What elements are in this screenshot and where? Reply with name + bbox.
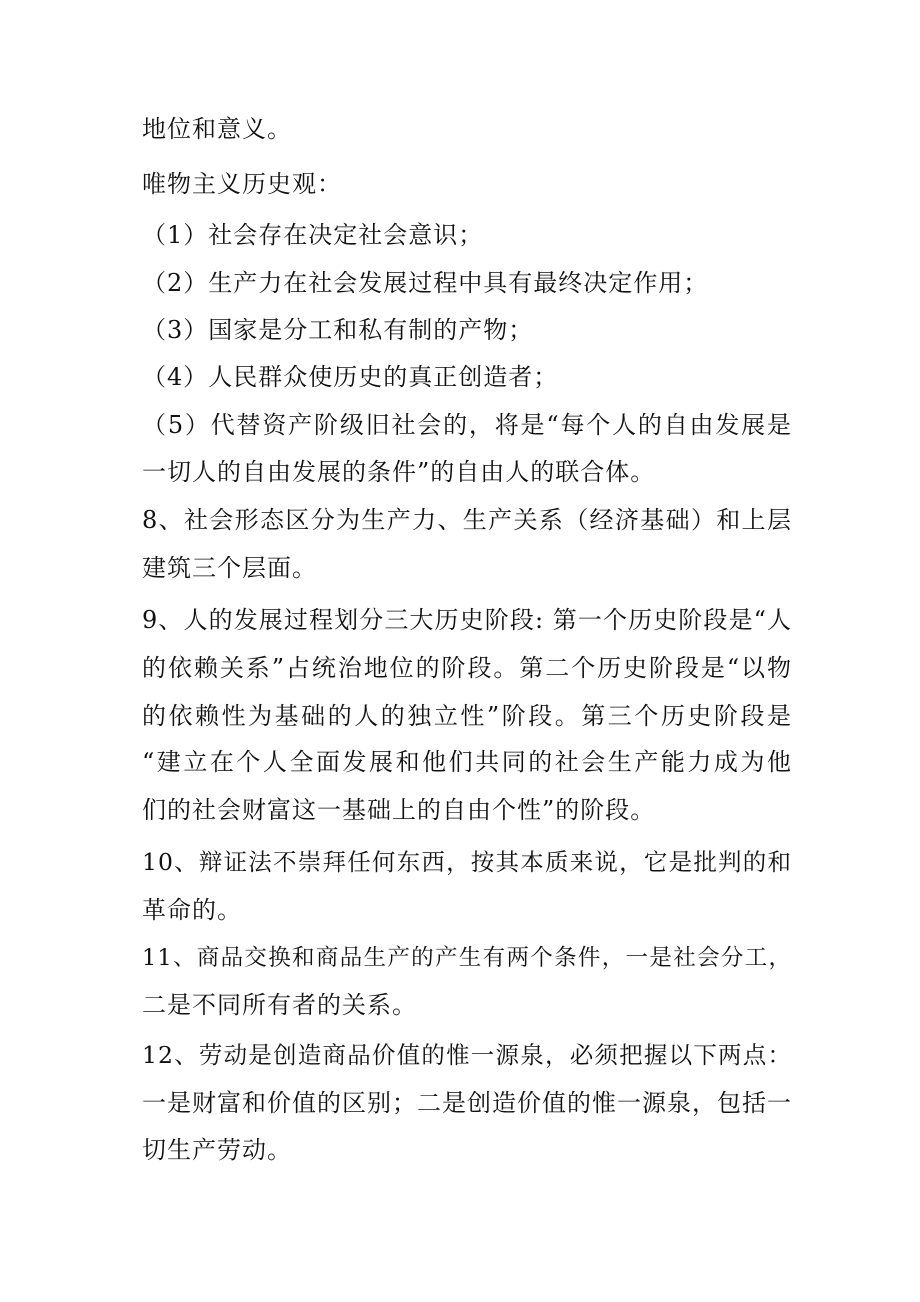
paragraph-line: 的依赖关系”占统治地位的阶段。第二个历史阶段是“以物: [142, 654, 792, 682]
paragraph-line: 的依赖性为基础的人的独立性”阶段。第三个历史阶段是: [142, 702, 792, 730]
paragraph-line: 革命的。: [142, 896, 242, 924]
list-item: （1）社会存在决定社会意识；: [142, 221, 484, 249]
text-line: 一切人的自由发展的条件”的自由人的联合体。: [142, 458, 656, 486]
paragraph-line: 切生产劳动。: [142, 1136, 292, 1164]
text-line: 唯物主义历史观：: [142, 170, 342, 198]
paragraph-line: 建筑三个层面。: [142, 554, 317, 582]
paragraph-line: 们的社会财富这一基础上的自由个性”的阶段。: [142, 796, 656, 824]
list-item: （4）人民群众使历史的真正创造者；: [142, 363, 559, 391]
list-item: （5）代替资产阶级旧社会的，将是“每个人的自由发展是: [142, 411, 792, 439]
list-item: （2）生产力在社会发展过程中具有最终决定作用；: [142, 269, 709, 297]
paragraph-line: 10、辩证法不崇拜任何东西，按其本质来说，它是批判的和: [142, 848, 792, 876]
paragraph-line: 二是不同所有者的关系。: [142, 991, 417, 1019]
text-line: 地位和意义。: [142, 115, 292, 143]
paragraph-line: 一是财富和价值的区别；二是创造价值的惟一源泉，包括一: [142, 1089, 792, 1117]
paragraph-line: 8、社会形态区分为生产力、生产关系（经济基础）和上层: [142, 506, 792, 534]
paragraph-line: 9、人的发展过程划分三大历史阶段: 第一个历史阶段是“人: [142, 606, 792, 634]
paragraph-line: “建立在个人全面发展和他们共同的社会生产能力成为他: [142, 748, 792, 776]
list-item: （3）国家是分工和私有制的产物；: [142, 316, 534, 344]
paragraph-line: 12、劳动是创造商品价值的惟一源泉，必须把握以下两点：: [142, 1041, 792, 1069]
paragraph-line: 11、商品交换和商品生产的产生有两个条件，一是社会分工，: [142, 945, 792, 971]
